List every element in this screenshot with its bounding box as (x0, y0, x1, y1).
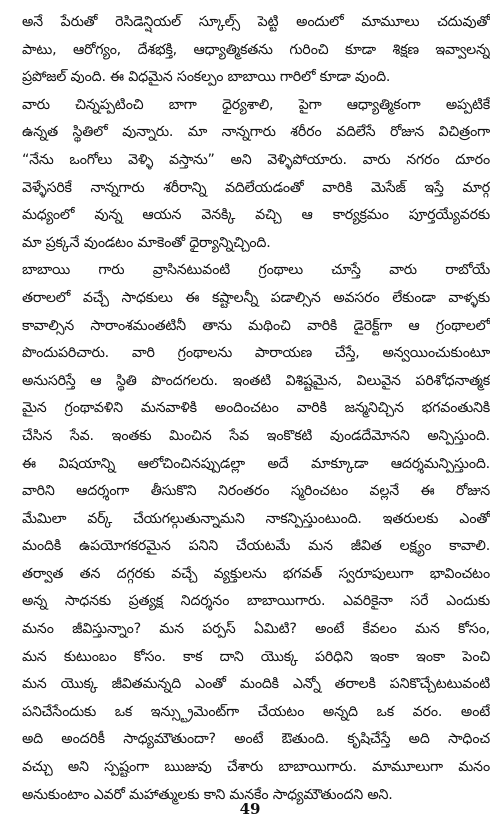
text-line: మా ప్రక్కనే వుండటం మాకెంతో ధైర్యాన్నిచ్చింది. (22, 234, 271, 251)
text-line: వచ్చు అని స్పష్టంగా ఋజువు చేశారు బాబాయిగారు. మామూలుగా మనం (22, 759, 490, 776)
text-line: కావాల్సిన సారాంశమంతటినీ తాను మథించి వారికి డైరెక్ట్‌గా ఆ గ్రంథాలలో (22, 317, 490, 334)
text-line: మందికి ఉపయోగకరమైన పనిని చేయటమే మన జీవిత లక్ష్యం కావాలి. (22, 538, 490, 555)
text-line: అనే పేరుతో రెసిడెన్షియల్ స్కూల్స్ పెట్టి అందులో మామూలు చదువుతో (22, 14, 490, 30)
text-line: తరాలలో వచ్చే సాధకులు ఈ కష్టాలన్నీ పడాల్సిన అవసరం లేకుండా వాళ్ళకు (22, 289, 490, 306)
paragraph (22, 257, 490, 809)
text-line: పనిచేసేందుకు ఒక ఇన్స్ట్రుమెంట్‌గా చేయటం అన్నది ఒక వరం. అంటే (22, 703, 490, 720)
text-line: మనం జీవిస్తున్నాం? మన పర్పస్ ఏమిటి? అంటే కేవలం మన కోసం, (22, 621, 490, 638)
text-line: మధ్యంలో వున్న ఆయన వెనక్కి వచ్చి ఆ కార్యక్రమం పూర్తయ్యేవరకు (22, 207, 490, 224)
text-line: అనుకుంటాం ఎవరో మహాత్ములకు కాని మనకేం సాధ్యమౌతుందని అని. (22, 786, 393, 803)
text-line: ప్రపోజల్ వుంది. ఈ విధమైన సంకల్పం బాబాయి గారిలో కూడా వుంది. (22, 69, 391, 86)
text-line: మేమిలా వర్క్ చేయగల్గుతున్నామని నాకన్పిస్తుంటుంది. ఇతరులకు ఎంతో (22, 510, 490, 527)
text-line: మన యొక్క జీవితమన్నది ఎంతో మందికి ఎన్నో తరాలకి పనికొచ్చేటటువంటి (22, 676, 490, 693)
text-line: మైన గ్రంథావళిని మనవాళికి అందించటం వారికి జన్మనిచ్చిన భగవంతునికి (22, 400, 490, 417)
text-line: బాబాయి గారు వ్రాసినటువంటి గ్రంథాలు చూస్తే వారు రాబోయే (22, 262, 490, 279)
text-line: ఈ విషయాన్ని ఆలోచించినప్పుడల్లా అదే మాక్కూడా ఆదర్శమన్పిస్తుంది. (22, 455, 490, 472)
text-line: అనుసరిస్తే ఆ స్థితి పొందగలరు. ఇంతటి విశిష్టమైన, విలువైన పరిశోధనాత్మక (22, 372, 490, 389)
text-line: పాటు, ఆరోగ్యం, దేశభక్తి, ఆధ్యాత్మికతను గురించి కూడా శిక్షణ ఇవ్వాలన్న (22, 41, 490, 58)
text-line: అది అందరికీ సాధ్యమౌతుందా? అంటే ఔతుంది. కృషిచేస్తే అది సాధించ (22, 731, 490, 748)
text-line: వారు చిన్నప్పటించి బాగా ధైర్యశాలి, పైగా ఆధ్యాత్మికంగా అప్పటికే (22, 96, 490, 113)
body-text (22, 9, 490, 809)
text-line: మన కుటుంబం కోసం. కాక దాని యొక్క పరిధిని ఇంకా ఇంకా పెంచి (22, 648, 490, 665)
text-line: వెళ్ళేసరికే నాన్నగారు శరీరాన్ని వదిలేయడంతో వారికి మెసేజ్ ఇస్తే మార్గ (22, 179, 490, 196)
text-line: “నేను ఒంగోలు వెళ్ళి వస్తాను” అని వెళ్ళిపోయారు. వారు నగరం దూరం (22, 151, 490, 168)
page-number: 49 (239, 800, 261, 818)
text-line: తర్వాత తన దగ్గరకు వచ్చే వ్యక్తులను భగవత్ స్వరూపులుగా భావించటం (22, 565, 490, 582)
text-line: చేసిన సేవ. ఇంతకు మించిన సేవ ఇంకొకటి వుండదేమోనని అన్పిస్తుంది. (22, 427, 490, 444)
text-line: అన్న సాధనకు ప్రత్యక్ష నిదర్శనం బాబాయిగారు. ఎవరికైనా సరే ఎందుకు (22, 593, 490, 610)
text-line: వారిని ఆదర్శంగా తీసుకొని నిరంతరం స్మరించటం వల్లనే ఈ రోజున (22, 483, 490, 500)
text-line: పొందుపరిచారు. వారి గ్రంథాలను పారాయణ చేస్తే, అన్వయించుకుంటూ (22, 345, 490, 362)
paragraph (22, 9, 490, 92)
text-line: ఉన్నత స్థితిలో వున్నారు. మా నాన్నగారు శరీరం వదిలేసే రోజున విచిత్రంగా (22, 124, 490, 141)
paragraph (22, 92, 490, 258)
